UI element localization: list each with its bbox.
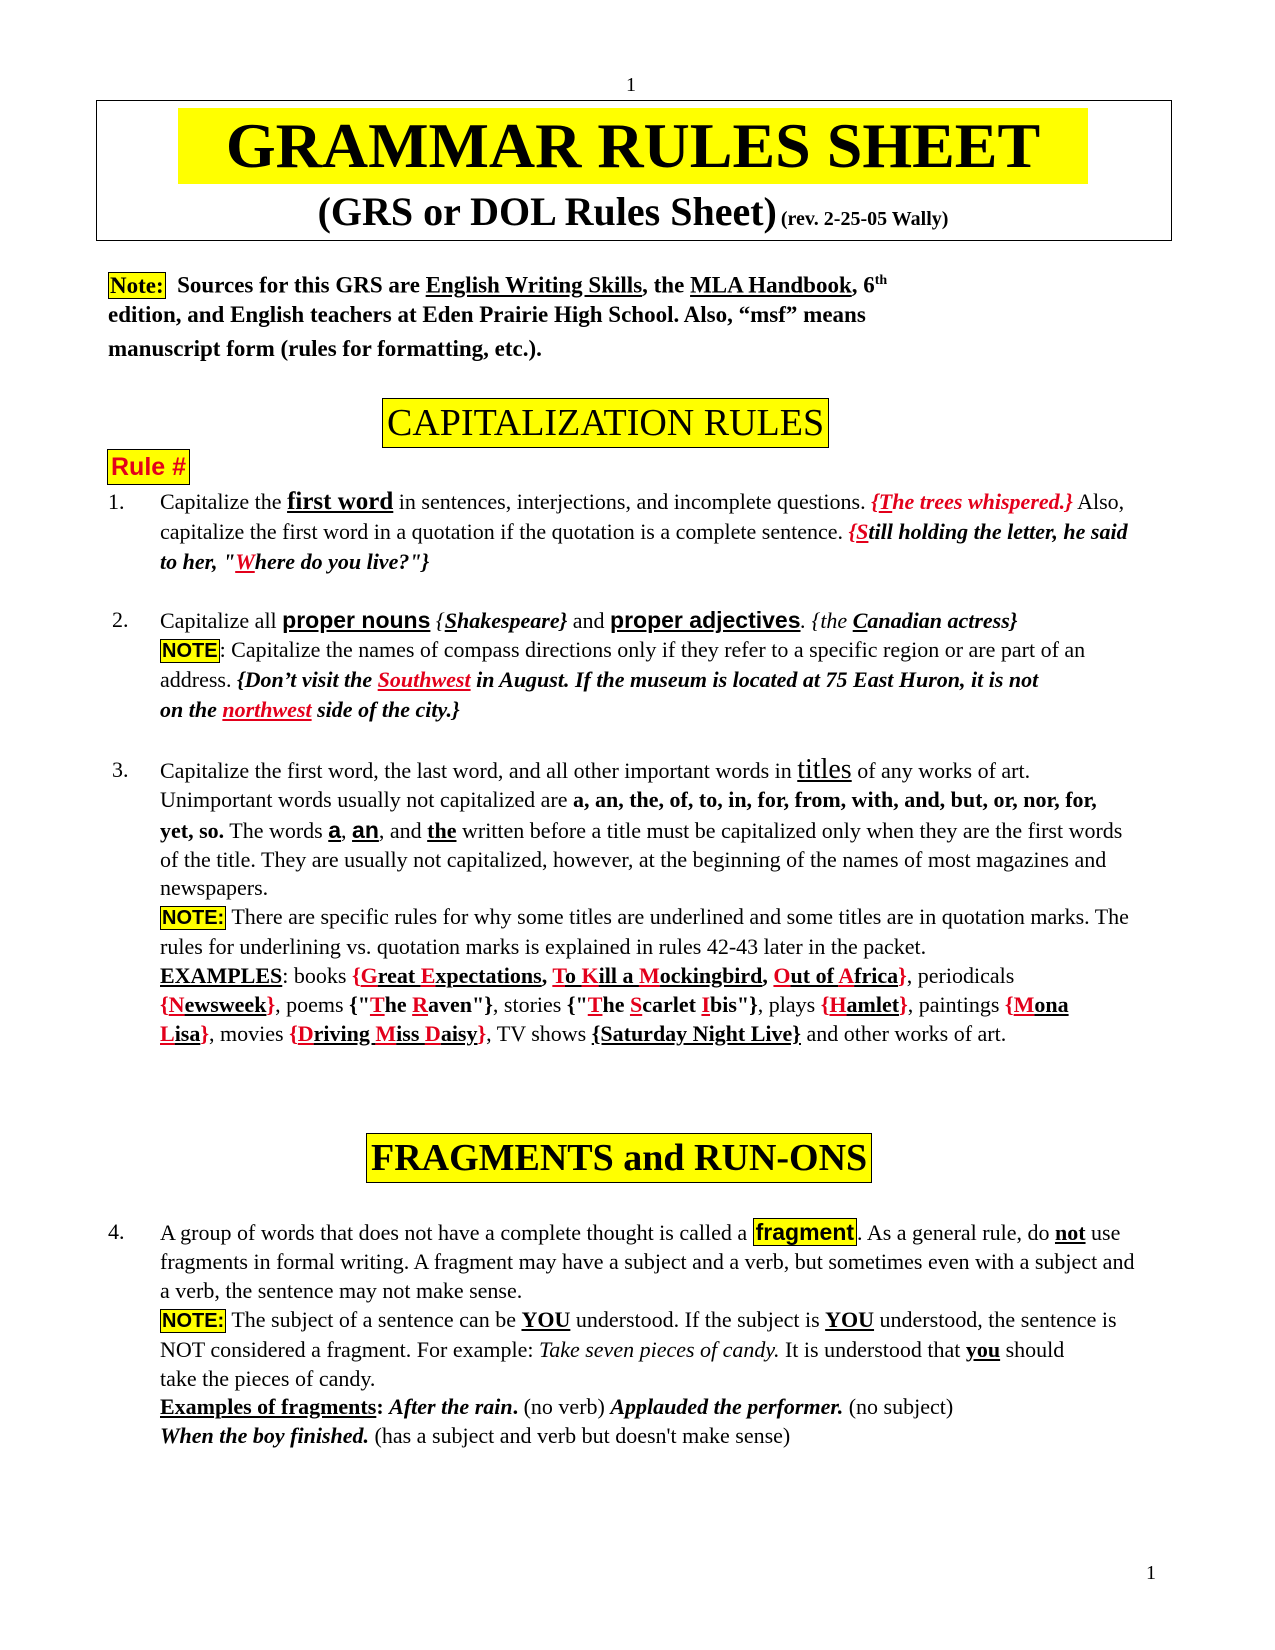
ex: {" [566,992,588,1017]
ex: isa [174,1021,201,1046]
text: . [512,1394,519,1419]
example: { [871,489,879,514]
example: he trees whispered.} [892,489,1073,514]
text: There are specific rules for why some titles are underlined and some titles are in quotation marks. The [226,904,1129,929]
example-cap: T [878,489,893,514]
rule-4-line-3: a verb, the sentence may not make sense. [160,1278,523,1303]
text: and other works of art. [800,1021,1007,1046]
ex-cap: T [587,992,603,1017]
example: hakespeare} [456,608,568,633]
keyword: titles [797,754,852,785]
text: should [1000,1337,1065,1362]
keyword: the [427,818,457,843]
text: of any works of art. [851,758,1031,783]
rule-3-examples-line-1 [160,961,1014,991]
ex-cap: O [773,963,791,988]
example: to her, " [160,549,236,574]
example: here do you live?"} [254,549,430,574]
keyword: proper nouns [282,607,431,633]
text: . As a general rule, do [857,1220,1055,1245]
ex: frica [854,963,899,988]
rule-3-line-3 [160,815,1122,846]
rule-3-line-5: newspapers. [160,875,269,900]
page-number-top: 1 [626,74,636,96]
note-text: , 6 [851,272,875,298]
keyword: proper adjectives [610,607,801,633]
rule-4-number: 4. [108,1219,125,1244]
word-list: yet, so. [160,818,225,843]
ex: {Saturday Night Live} [591,1021,801,1046]
example: Applauded the performer. [610,1394,844,1419]
ex-cap: M [1013,992,1035,1017]
rule-4-line-4 [160,1305,1117,1336]
example-cap: W [235,549,255,574]
text: , and [378,818,428,843]
rule-3-line-6 [160,902,1129,933]
keyword: fragment [753,1218,857,1246]
rule-2-line-1 [160,605,1017,636]
ex-cap: A [838,963,855,988]
rule-1-line-1 [160,487,1124,517]
source-english-writing-skills: English Writing Skills [425,272,643,298]
note-text: Sources for this GRS are [177,272,420,298]
example-cap: northwest [222,697,312,722]
text: : [376,1394,390,1419]
text: , stories [492,992,567,1017]
keyword: not [1054,1220,1086,1245]
example: . {the [800,608,853,633]
ex: he [384,992,413,1017]
example-cap: Southwest [377,667,471,692]
ex-cap: T [552,963,565,988]
ex: {" [349,992,370,1017]
rule-4-line-7 [160,1392,953,1422]
ex: ut of [790,963,839,988]
rule-4-line-1 [160,1217,1120,1248]
rule-3-line-4: of the title. They are usually not capitalized, however, at the beginning of the names of most magazines and [160,847,1107,872]
text: , paintings [907,992,1005,1017]
ex: amlet [846,992,900,1017]
page-subtitle: (GRS or DOL Rules Sheet) [317,189,777,234]
text: The subject of a sentence can be [226,1307,522,1332]
ex: he [602,992,630,1017]
text: NOT considered a fragment. For example: [160,1337,539,1362]
text: Capitalize the [160,489,288,514]
ex: aisy [440,1021,478,1046]
rule-2-line-4 [160,695,460,725]
keyword: YOU [521,1307,571,1332]
example: {Don’t visit the [236,667,378,692]
example: till holding the letter, he said [868,519,1128,544]
rule-4-line-6: take the pieces of candy. [160,1366,376,1391]
rule-4-line-5 [160,1335,1064,1365]
text: , plays [757,992,821,1017]
example-cap: S [444,608,457,633]
ex: bis"} [710,992,758,1017]
source-mla-handbook: MLA Handbook [690,272,852,298]
note-line-1 [108,264,887,303]
note-badge: NOTE: [162,907,225,929]
ex-cap: G [360,963,378,988]
ex-cap: L [160,1021,175,1046]
rule-3-line-7: rules for underlining vs. quotation marks is explained in rules 42-43 later in the packet. [160,934,927,959]
rule-2-line-3 [160,665,1038,695]
text: , poems [275,992,350,1017]
text: , periodicals [906,963,1015,988]
rule-4-line-8 [160,1421,790,1451]
ex: } [477,1021,487,1046]
ex: } [898,963,907,988]
ex-cap: K [581,963,599,988]
rule-3-examples-line-3 [160,1019,1006,1049]
text: understood. If the subject is [570,1307,826,1332]
note-label: Note: [110,272,164,298]
text: , [341,818,353,843]
rule-3-number: 3. [112,757,129,782]
rule-3-line-1 [160,755,1030,786]
text: understood, the sentence is [874,1307,1117,1332]
text: It is understood that [779,1337,966,1362]
ex-cap: H [829,992,847,1017]
revision-note: (rev. 2-25-05 Wally) [780,208,949,230]
ex: reat [377,963,421,988]
fragments-heading: FRAGMENTS and RUN-ONS [366,1133,872,1183]
word-list: a, an, the, of, to, in, for, from, with, and, but, or, nor, for, [573,787,1097,812]
page-title: GRAMMAR RULES SHEET [178,108,1088,184]
keyword: a [328,817,342,843]
example: Take seven pieces of candy. [538,1337,780,1362]
note-badge: NOTE [162,640,218,662]
ex-cap: N [168,992,185,1017]
ex: riving [313,1021,376,1046]
page-number-bottom: 1 [1146,1562,1156,1584]
ex: } [899,992,908,1017]
example: side of the city.} [311,697,460,722]
ex-cap: R [412,992,429,1017]
keyword: an [352,817,379,843]
rule-4-line-2: fragments in formal writing. A fragment may have a subject and a verb, but sometimes even with a subject and [160,1249,1135,1274]
ex: , [762,963,774,988]
text: Capitalize all [160,608,283,633]
ex-cap: M [375,1021,397,1046]
text: address. [160,667,237,692]
ex: } [266,992,276,1017]
text: , movies [209,1021,290,1046]
example: After the rain [389,1394,513,1419]
text: (no subject) [843,1394,954,1419]
example-cap: C [852,608,868,633]
note-badge: NOTE: [162,1310,225,1332]
rule-1-line-3 [160,547,429,577]
keyword: first word [287,488,394,515]
example: When the boy finished. [160,1423,370,1448]
ex: ill a [598,963,639,988]
rule-1-number: 1. [108,489,125,514]
text: : books [282,963,352,988]
text: (no verb) [518,1394,611,1419]
text: (has a subject and verb but doesn't make sense) [369,1423,791,1448]
example: { [430,608,445,633]
example: on the [160,697,223,722]
ex: } [200,1021,210,1046]
rule-2-number: 2. [112,607,129,632]
keyword: you [965,1337,1001,1362]
ex-cap: D [424,1021,441,1046]
example: in August. If the museum is located at 75 East Huron, it is not [470,667,1039,692]
ex: { [160,992,169,1017]
text: Capitalize the first word, the last word, and all other important words in [160,758,798,783]
text: The words [224,818,329,843]
examples-label: Examples of fragments [160,1394,377,1419]
ex: ockingbird [659,963,763,988]
ex: xpectations [435,963,542,988]
superscript: th [874,273,888,288]
subtitle-row [96,188,1170,245]
ex: o [564,963,582,988]
keyword: YOU [825,1307,875,1332]
ex: carlet [642,992,702,1017]
ex: { [289,1021,298,1046]
text: Unimportant words usually not capitalized are [160,787,573,812]
ex-cap: I [701,992,710,1017]
example: anadian actress} [867,608,1018,633]
ex-cap: E [420,963,436,988]
ex-cap: T [369,992,385,1017]
rule-2-line-2 [160,635,1085,666]
rule-1-line-2 [160,517,1128,547]
ex: { [1004,992,1014,1017]
ex: { [351,963,361,988]
note-line-2: edition, and English teachers at Eden Prairie High School. Also, “msf” means [108,302,866,327]
ex-cap: M [638,963,660,988]
text: and [567,608,611,633]
text: Also, [1072,489,1125,514]
rule-3-line-2 [160,785,1097,815]
rule-number-label: Rule # [107,449,190,485]
ex-cap: D [297,1021,314,1046]
note-line-3: manuscript form (rules for formatting, etc.). [108,336,542,361]
text: A group of words that does not have a complete thought is called a [160,1220,753,1245]
capitalization-heading: CAPITALIZATION RULES [382,398,829,448]
text: in sentences, interjections, and incomplete questions. [393,489,872,514]
text: , TV shows [486,1021,592,1046]
text: capitalize the first word in a quotation if the quotation is a complete sentence. [160,519,849,544]
ex-cap: S [629,992,643,1017]
ex: ona [1034,992,1069,1017]
ex: { [820,992,830,1017]
example: { [848,519,857,544]
example-cap: S [856,519,869,544]
ex: , [541,963,553,988]
ex: iss [396,1021,425,1046]
rule-3-examples-line-2 [160,990,1069,1020]
ex: ewsweek [184,992,267,1017]
text: : Capitalize the names of compass directions only if they refer to a specific region or are part of an [219,637,1086,662]
examples-label: EXAMPLES [160,963,283,988]
text: use [1085,1220,1121,1245]
text: written before a title must be capitalized only when they are the first words [456,818,1123,843]
note-text: , the [642,272,685,298]
ex: aven"} [428,992,493,1017]
